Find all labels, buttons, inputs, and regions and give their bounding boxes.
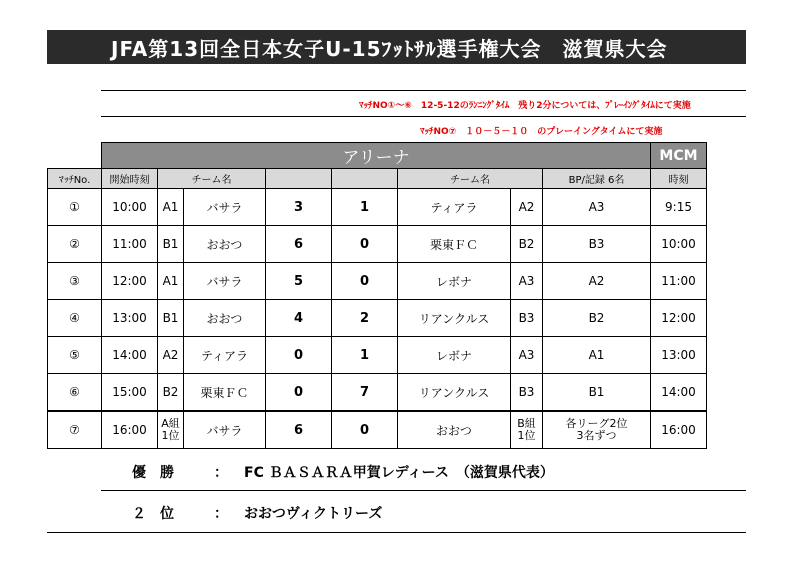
score-2: 7 [332,374,398,412]
group-1: A1 [158,189,184,226]
score-2: 1 [332,337,398,374]
group-1: B2 [158,374,184,412]
start-time: 16:00 [102,411,158,449]
score-1: 0 [266,374,332,412]
winner-label: 優 勝 [132,465,174,481]
score-1: 3 [266,189,332,226]
team-1: バサラ [184,263,266,300]
score-1: 6 [266,226,332,263]
group-2: A2 [511,189,543,226]
score-2: 1 [332,189,398,226]
mcm-time: 11:00 [651,263,707,300]
team-1: おおつ [184,226,266,263]
table-row [48,263,707,300]
team-2: リアンクルス [398,300,511,337]
second-label: ２ 位 [132,506,174,522]
start-time: 12:00 [102,263,158,300]
bp-record: B3 [543,226,651,263]
start-time: 15:00 [102,374,158,412]
divider [101,90,746,91]
mcm-time: 14:00 [651,374,707,412]
bp-record: B2 [543,300,651,337]
team-1: バサラ [184,189,266,226]
bp-line-b: 3名ずつ [576,429,617,442]
team-1: 栗東ＦＣ [184,374,266,412]
col-team-name-2: チーム名 [398,169,543,189]
table-row [48,337,707,374]
score-1: 0 [266,337,332,374]
match-no: ④ [48,300,102,337]
mcm-time: 13:00 [651,337,707,374]
bp-record [543,411,651,449]
start-time: 13:00 [102,300,158,337]
team-2: レボナ [398,263,511,300]
col-score-2 [332,169,398,189]
mcm-time: 10:00 [651,226,707,263]
table-row [48,374,707,412]
note-rule-1: ﾏｯﾁNO①～⑥ 12-5-12のﾗﾝﾆﾝｸﾞﾀｲﾑ 残り2分については、ﾌﾟﾚｰｲﾝｸﾞﾀｲﾑにて実施 [359,101,691,111]
group-2: A3 [511,337,543,374]
divider [101,116,746,117]
group-2-line-b: 1位 [517,429,536,442]
mcm-time: 16:00 [651,411,707,449]
group-1 [158,411,184,449]
match-no: ② [48,226,102,263]
table-row-final [48,411,707,449]
table-row [48,300,707,337]
col-match-no: ﾏｯﾁNo. [48,169,102,189]
page-title-text: JFA第13回全日本女子U-15ﾌｯﾄｻﾙ選手権大会 滋賀県大会 [111,36,668,61]
page-title [47,30,746,64]
winner-colon: ： [214,465,228,481]
mcm-time: 12:00 [651,300,707,337]
match-no: ③ [48,263,102,300]
team-2: ティアラ [398,189,511,226]
group-2: B3 [511,300,543,337]
col-team-name: チーム名 [158,169,266,189]
team-2: レボナ [398,337,511,374]
team-2: 栗東ＦＣ [398,226,511,263]
team-1: ティアラ [184,337,266,374]
group-2: A3 [511,263,543,300]
start-time: 14:00 [102,337,158,374]
team-2: リアンクルス [398,374,511,412]
group-1: A2 [158,337,184,374]
group-1-line-a: A組 [161,417,180,430]
group-1-line-b: 1位 [161,429,180,442]
bp-record: B1 [543,374,651,412]
blank-cell [48,143,102,169]
start-time: 11:00 [102,226,158,263]
group-1: A1 [158,263,184,300]
score-1: 6 [266,411,332,449]
match-no: ⑥ [48,374,102,412]
table-row [48,189,707,226]
mcm-header: MCM [651,143,707,169]
score-1: 4 [266,300,332,337]
bp-record: A3 [543,189,651,226]
bp-line-a: 各リーグ2位 [565,417,628,430]
venue-header: アリーナ [102,143,651,169]
group-2 [511,411,543,449]
score-1: 5 [266,263,332,300]
group-1: B1 [158,300,184,337]
start-time: 10:00 [102,189,158,226]
bp-record: A1 [543,337,651,374]
group-2-line-a: B組 [517,417,536,430]
group-2: B3 [511,374,543,412]
divider [101,490,746,491]
match-no: ⑤ [48,337,102,374]
mcm-time: 9:15 [651,189,707,226]
group-2: B2 [511,226,543,263]
team-2: おおつ [398,411,511,449]
schedule-table [47,142,707,449]
second-team: おおつヴィクトリーズ [244,506,383,522]
col-time: 時刻 [651,169,707,189]
score-2: 0 [332,263,398,300]
match-no: ⑦ [48,411,102,449]
team-1: おおつ [184,300,266,337]
team-1: バサラ [184,411,266,449]
score-2: 2 [332,300,398,337]
group-1: B1 [158,226,184,263]
col-bp: BP/記録 6名 [543,169,651,189]
match-no: ① [48,189,102,226]
table-row [48,226,707,263]
winner-team: FC ＢＡＳＡＲＡ甲賀レディース （滋賀県代表） [244,465,554,481]
score-2: 0 [332,411,398,449]
col-start-time: 開始時刻 [102,169,158,189]
score-2: 0 [332,226,398,263]
second-colon: ： [214,506,228,522]
bp-record: A2 [543,263,651,300]
divider [47,532,746,533]
note-rule-2: ﾏｯﾁNO⑦ １０－５－１０ のプレーイングタイムにて実施 [420,127,663,137]
col-score-1 [266,169,332,189]
